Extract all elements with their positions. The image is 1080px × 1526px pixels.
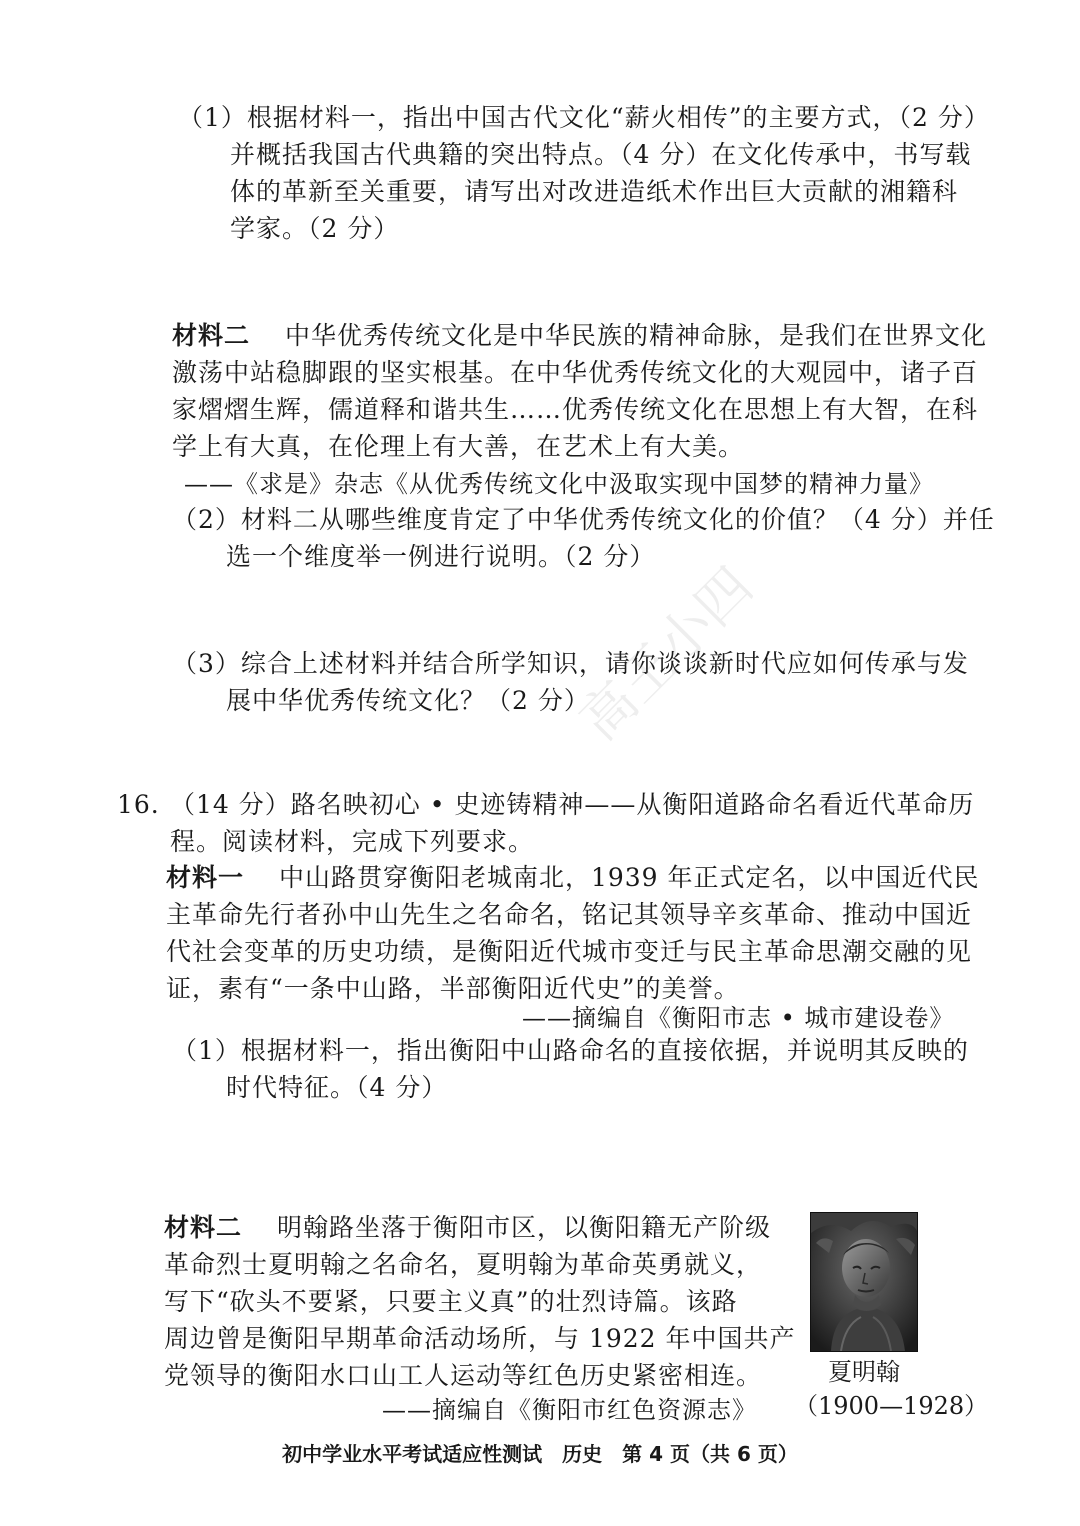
material-2-line: 家熠熠生辉，儒道释和谐共生……优秀传统文化在思想上有大智，在科 (172, 395, 979, 424)
q15-3-line: 展中华优秀传统文化？（2 分） (226, 686, 590, 715)
material-1-line: 主革命先行者孙中山先生之名命名，铭记其领导辛亥革命、推动中国近 (166, 900, 973, 929)
portrait-years: （1900—1928） (794, 1392, 989, 1420)
q15-1-line: 体的革新至关重要，请写出对改进造纸术作出巨大贡献的湘籍科 (230, 177, 959, 206)
page-footer: 初中学业水平考试适应性测试 历史 第 4 页（共 6 页） (282, 1442, 798, 1466)
material-2-line: 周边曾是衡阳早期革命活动场所，与 1922 年中国共产 (164, 1324, 796, 1353)
material-label: 材料二 (164, 1213, 243, 1242)
q15-3-line: （3）综合上述材料并结合所学知识，请你谈谈新时代应如何传承与发 (172, 649, 969, 678)
q16-1-line: 时代特征。（4 分） (226, 1073, 448, 1102)
material-label: 材料二 (172, 321, 251, 350)
q16-1-line: （1）根据材料一，指出衡阳中山路命名的直接依据，并说明其反映的 (172, 1036, 969, 1065)
portrait-photo (810, 1212, 918, 1352)
bust-statue-image (811, 1213, 917, 1351)
q15-1-line: 并概括我国古代典籍的突出特点。（4 分）在文化传承中，书写载 (230, 140, 972, 169)
material-2-line: 党领导的衡阳水口山工人运动等红色历史紧密相连。 (164, 1361, 763, 1390)
q15-1-line: （1）根据材料一，指出中国古代文化“薪火相传”的主要方式，（2 分） (178, 103, 990, 132)
material-2-line: 写下“砍头不要紧，只要主义真”的壮烈诗篇。该路 (164, 1287, 738, 1316)
material-2-line-first (164, 1210, 771, 1246)
material-1-source: ——摘编自《衡阳市志 • 城市建设卷》 (522, 1004, 955, 1032)
material-2-line: 激荡中站稳脚跟的坚实根基。在中华优秀传统文化的大观园中，诸子百 (172, 358, 979, 387)
material-label: 材料一 (166, 863, 245, 892)
q15-1-line: 学家。（2 分） (230, 214, 400, 243)
material-1-line: 证，素有“一条中山路，半部衡阳近代史”的美誉。 (166, 974, 740, 1003)
material-1-line-first (166, 860, 980, 896)
material-2-source: ——《求是》杂志《从优秀传统文化中汲取实现中国梦的精神力量》 (184, 470, 934, 498)
portrait-name: 夏明翰 (828, 1358, 900, 1386)
material-2-source: ——摘编自《衡阳市红色资源志》 (382, 1396, 757, 1424)
material-text: 中山路贯穿衡阳老城南北，1939 年正式定名，以中国近代民 (278, 863, 980, 892)
watermark-text: 高王小四 (567, 555, 766, 753)
material-2-line-first (172, 318, 987, 354)
material-1-line: 代社会变革的历史功绩，是衡阳近代城市变迁与民主革命思潮交融的见 (166, 937, 973, 966)
material-2-line: 学上有大真，在伦理上有大善，在艺术上有大美。 (172, 432, 745, 461)
material-text: 明翰路坐落于衡阳市区，以衡阳籍无产阶级 (276, 1213, 771, 1242)
q16-intro-line: 程。阅读材料，完成下列要求。 (170, 827, 535, 856)
question-number: 16. (117, 790, 160, 819)
q15-2-line: 选一个维度举一例进行说明。（2 分） (226, 542, 656, 571)
material-text: 中华优秀传统文化是中华民族的精神命脉，是我们在世界文化 (284, 321, 987, 350)
q15-2-line: （2）材料二从哪些维度肯定了中华优秀传统文化的价值？（4 分）并任 (172, 505, 995, 534)
material-2-line: 革命烈士夏明翰之名命名，夏明翰为革命英勇就义， (164, 1250, 763, 1279)
q16-intro-line: （14 分）路名映初心 • 史迹铸精神——从衡阳道路命名看近代革命历 (170, 790, 975, 819)
